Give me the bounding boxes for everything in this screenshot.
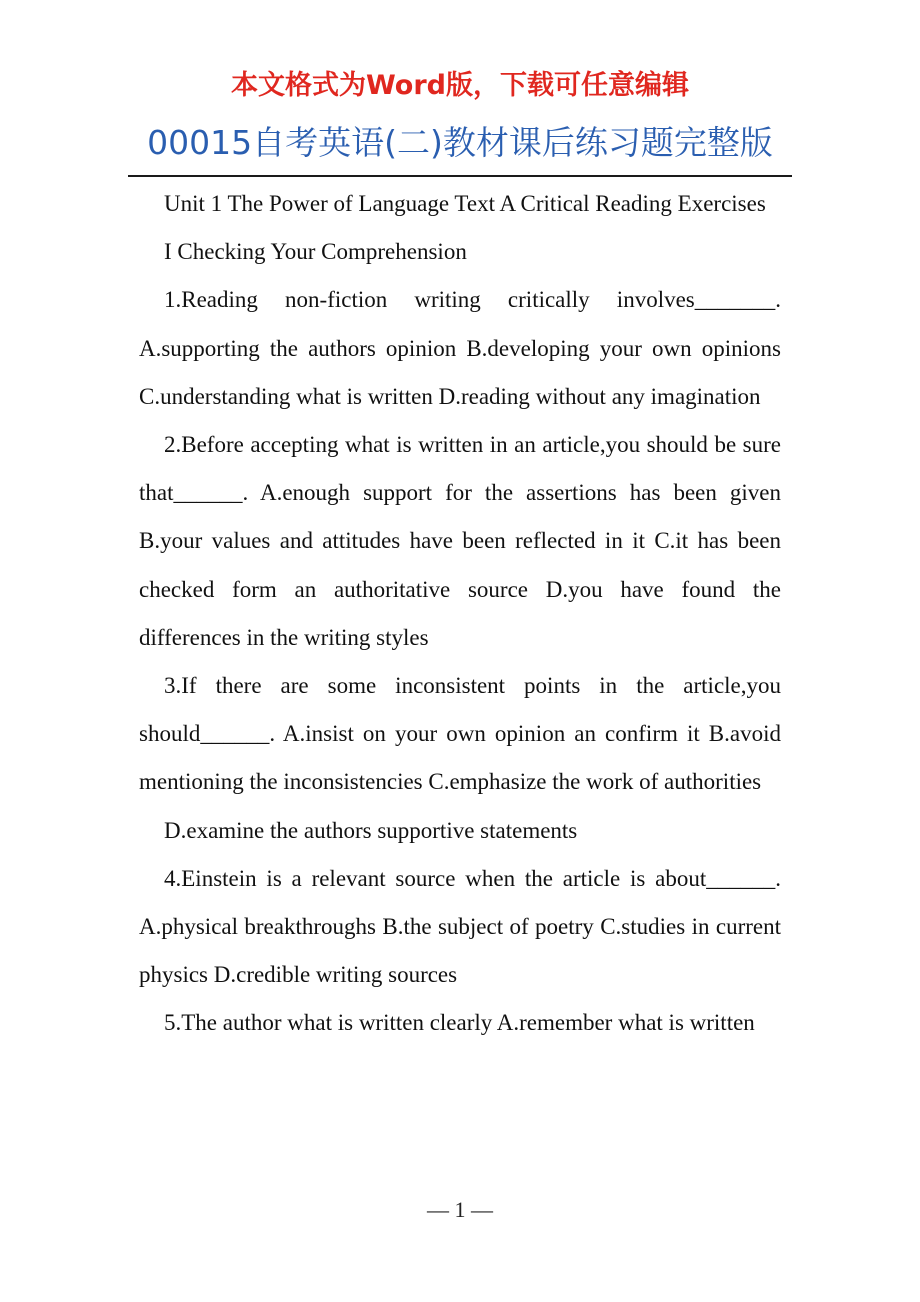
question-4: 4.Einstein is a relevant source when the article is about______. A.physical breakthroughs B.the subject of poetry C.studies in current physics D.credible writing sources [139,865,781,988]
document-body [139,180,781,1048]
section-heading: I Checking Your Comprehension [164,239,467,265]
question-2: 2.Before accepting what is written in an article,you should be sure that______. A.enough support for the assertions has been given B.your values and attitudes have been reflected in it C.it has been checked form an authoritative source D.you have found the differences in the writing styles [139,432,781,650]
title-divider [128,175,792,177]
question-3-option-d: D.examine the authors supportive statements [164,817,578,843]
question-5: 5.The author what is written clearly A.remember what is written [164,1010,755,1036]
page-number: — 1 — [427,1197,493,1222]
format-notice: 本文格式为Word版，下载可任意编辑 [230,70,689,101]
document-title: 00015自考英语(二)教材课后练习题完整版 [147,123,773,162]
question-3: 3.If there are some inconsistent points in the article,you should______. A.insist on your own opinion an confirm it B.avoid mentioning the inconsistencies C.emphasize the work of authorities [139,673,781,795]
question-1: 1.Reading non-fiction writing critically involves_______. A.supporting the authors opinion B.developing your own opinions C.understanding what is written D.reading without any imagination [139,287,781,409]
unit-heading: Unit 1 The Power of Language Text A Critical Reading Exercises [164,191,766,216]
